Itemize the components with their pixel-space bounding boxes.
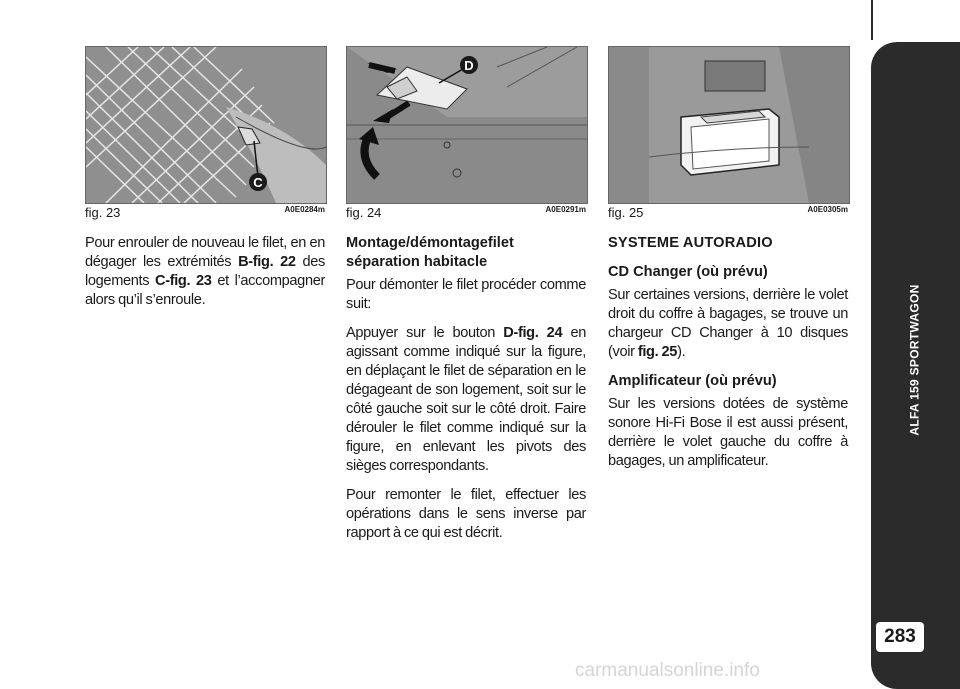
subheading-cd-changer: CD Changer (où prévu) bbox=[608, 264, 768, 280]
callout-c: C bbox=[253, 175, 263, 190]
figure-code: A0E0284m bbox=[284, 205, 325, 214]
figure-code: A0E0291m bbox=[545, 205, 586, 214]
fig-reference: D-fig. 24 bbox=[503, 325, 563, 341]
callout-d: D bbox=[464, 58, 474, 73]
figure-23-caption bbox=[85, 205, 325, 221]
side-title: ALFA 159 SPORTWAGON bbox=[908, 284, 922, 436]
paragraph-rewind-net: Pour enrouler de nouveau le filet, en en dégager les extrémités B-fig. 22 des logements C-fig. 23 et l’accompagner alors qu’il s’enroule. bbox=[85, 235, 326, 308]
paragraph: Appuyer sur le bouton D-fig. 24 en agissant comme indiqué sur la figure, en déplaçant le filet de séparation en le dégageant de son logement, soit sur le côté gauche soit sur le côté droit. Faire dérouler le filet comme indiqué sur la figure, en enlevant les pivots des sièges correspondants. bbox=[346, 325, 586, 474]
paragraph: Pour démonter le filet procéder comme suit: bbox=[346, 277, 586, 312]
subheading-amplifier: Amplificateur (où prévu) bbox=[608, 373, 777, 389]
fig-reference: B-fig. 22 bbox=[238, 254, 296, 270]
column-2 bbox=[346, 234, 586, 553]
fig-reference: C-fig. 23 bbox=[155, 273, 212, 289]
fig-reference: fig. 25 bbox=[637, 344, 678, 360]
figure-code: A0E0305m bbox=[807, 205, 848, 214]
figure-23-image bbox=[85, 46, 327, 204]
figure-24-image bbox=[346, 46, 588, 204]
watermark: carmanualsonline.info bbox=[575, 660, 760, 681]
column-3 bbox=[608, 234, 848, 481]
figure-caption-number: fig. 24 bbox=[346, 205, 382, 220]
figure-caption-number: fig. 25 bbox=[608, 205, 644, 220]
page-number: 283 bbox=[876, 622, 924, 652]
paragraph: Pour remonter le filet, effectuer les opérations dans le sens inverse par rapport à ce qui est décrit. bbox=[346, 487, 586, 541]
paragraph: Sur certaines versions, derrière le volet droit du coffre à bagages, se trouve un chargeur CD Changer à 10 disques (voir fig. 25). bbox=[608, 287, 848, 360]
section-heading-autoradio: SYSTEME AUTORADIO bbox=[608, 235, 773, 251]
figure-24-caption bbox=[346, 205, 586, 221]
tab-connector-line bbox=[871, 0, 873, 40]
figure-25-image bbox=[608, 46, 850, 204]
figure-25-caption bbox=[608, 205, 848, 221]
column-1 bbox=[85, 234, 325, 320]
section-heading-net-mounting: Montage/démontagefilet séparation habitacle bbox=[346, 235, 514, 270]
paragraph: Sur les versions dotées de système sonore Hi-Fi Bose il est aussi présent, derrière le volet gauche du coffre à bagages, un amplificateur. bbox=[608, 396, 848, 469]
figure-caption-number: fig. 23 bbox=[85, 205, 121, 220]
